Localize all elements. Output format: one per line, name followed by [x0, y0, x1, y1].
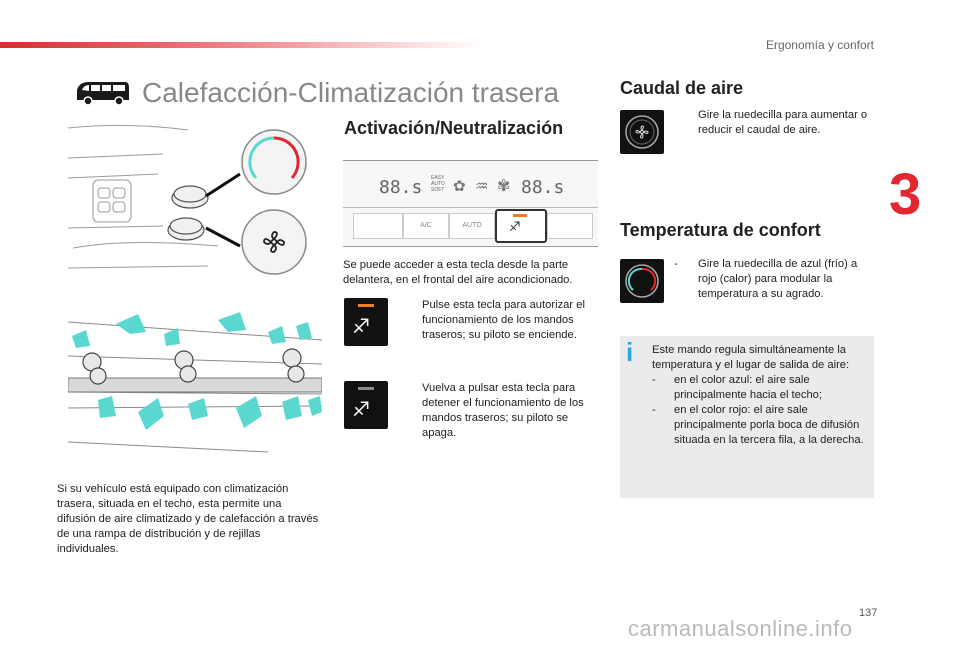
info-item-red	[652, 403, 868, 448]
chapter-number: 3	[889, 162, 922, 227]
airflow-text: Gire la ruedecilla para aumentar o reducir el caudal de aire.	[698, 109, 868, 136]
step-off-text: Vuelva a pulsar esta tecla para detener el funcionamiento de los mandos traseros; su piloto se apaga.	[422, 382, 584, 439]
activation-heading: Activación/Neutralización	[344, 118, 564, 138]
airflow-ramp-illustration	[68, 312, 322, 468]
temperature-dial-icon	[620, 259, 664, 303]
page-number: 137	[859, 607, 878, 619]
page-title: Calefacción-Climatización trasera	[142, 77, 560, 108]
rear-climate-key-on	[344, 298, 388, 346]
bullet-pointing-icon	[398, 381, 422, 441]
bullet-pointing-icon	[398, 298, 422, 343]
dash-bullet: -	[652, 374, 656, 386]
panel-button-rear-climate[interactable]	[495, 209, 547, 243]
led-off-indicator	[358, 387, 374, 390]
panel-button-rear-defrost[interactable]	[547, 213, 593, 239]
van-icon	[73, 80, 131, 106]
access-paragraph: Se puede acceder a esta tecla desde la parte delantera, en el frontal del aire acondicionado.	[343, 259, 573, 286]
dash-bullet: -	[674, 258, 678, 270]
led-on-indicator	[358, 304, 374, 307]
rear-climate-key-off	[344, 381, 388, 429]
panel-mode-easy: EASY	[431, 175, 445, 181]
rear-climate-icon: ♐	[509, 219, 521, 234]
info-item-red-text: en el color rojo: el aire sale principalmente porla boca de difusión situada en la tercera fila, a la derecha.	[674, 404, 864, 446]
bullet-pointing-icon	[674, 108, 698, 138]
info-intro: Este mando regula simultáneamente la temperatura y el lugar de salida de aire:	[652, 344, 850, 371]
panel-mode-auto: AUTO	[431, 181, 445, 187]
airflow-heading: Caudal de aire	[620, 78, 744, 98]
rear-led-indicator	[513, 214, 527, 217]
panel-seat-icon: ♒	[475, 178, 489, 195]
watermark: carmanualsonline.info	[628, 616, 853, 641]
section-name: Ergonomía y confort	[765, 38, 874, 52]
rear-controls-illustration	[68, 118, 320, 290]
dash-bullet: -	[652, 404, 656, 416]
info-content	[652, 343, 868, 448]
intro-paragraph: Si su vehículo está equipado con climatización trasera, situada en el techo, esta permite una difusión de aire climatizado y de calefacción a través de una rampa de distribución y de rejillas individuales.	[57, 483, 319, 555]
seat-airflow-icon: ♐	[352, 316, 370, 338]
panel-button-defrost[interactable]	[353, 213, 403, 239]
comfort-text: Gire la ruedecilla de azul (frío) a rojo (calor) para modular la temperatura a su agrado.	[698, 258, 858, 300]
front-ac-panel	[343, 160, 598, 247]
panel-button-ac[interactable]: A/C	[403, 213, 449, 239]
step-on-text: Pulse esta tecla para autorizar el funcionamiento de los mandos traseros; su piloto se enciende.	[422, 299, 585, 341]
panel-fan-icon: ✿	[453, 178, 466, 195]
fan-dial-icon	[620, 110, 664, 154]
panel-display-right: 88.s	[521, 177, 565, 198]
header-red-bar	[0, 42, 480, 48]
info-item-blue-text: en el color azul: el aire sale principalmente hacia el techo;	[674, 374, 823, 401]
panel-fan-icon-2: ✾	[497, 178, 511, 195]
seat-airflow-icon: ♐	[352, 399, 370, 421]
panel-display-left: 88.s	[379, 177, 423, 198]
comfort-heading: Temperatura de confort	[620, 220, 821, 240]
panel-mode-soft: SOFT	[431, 187, 445, 193]
info-item-blue	[652, 373, 868, 403]
info-icon: i	[626, 337, 634, 367]
panel-button-auto[interactable]: AUTO	[449, 213, 495, 239]
